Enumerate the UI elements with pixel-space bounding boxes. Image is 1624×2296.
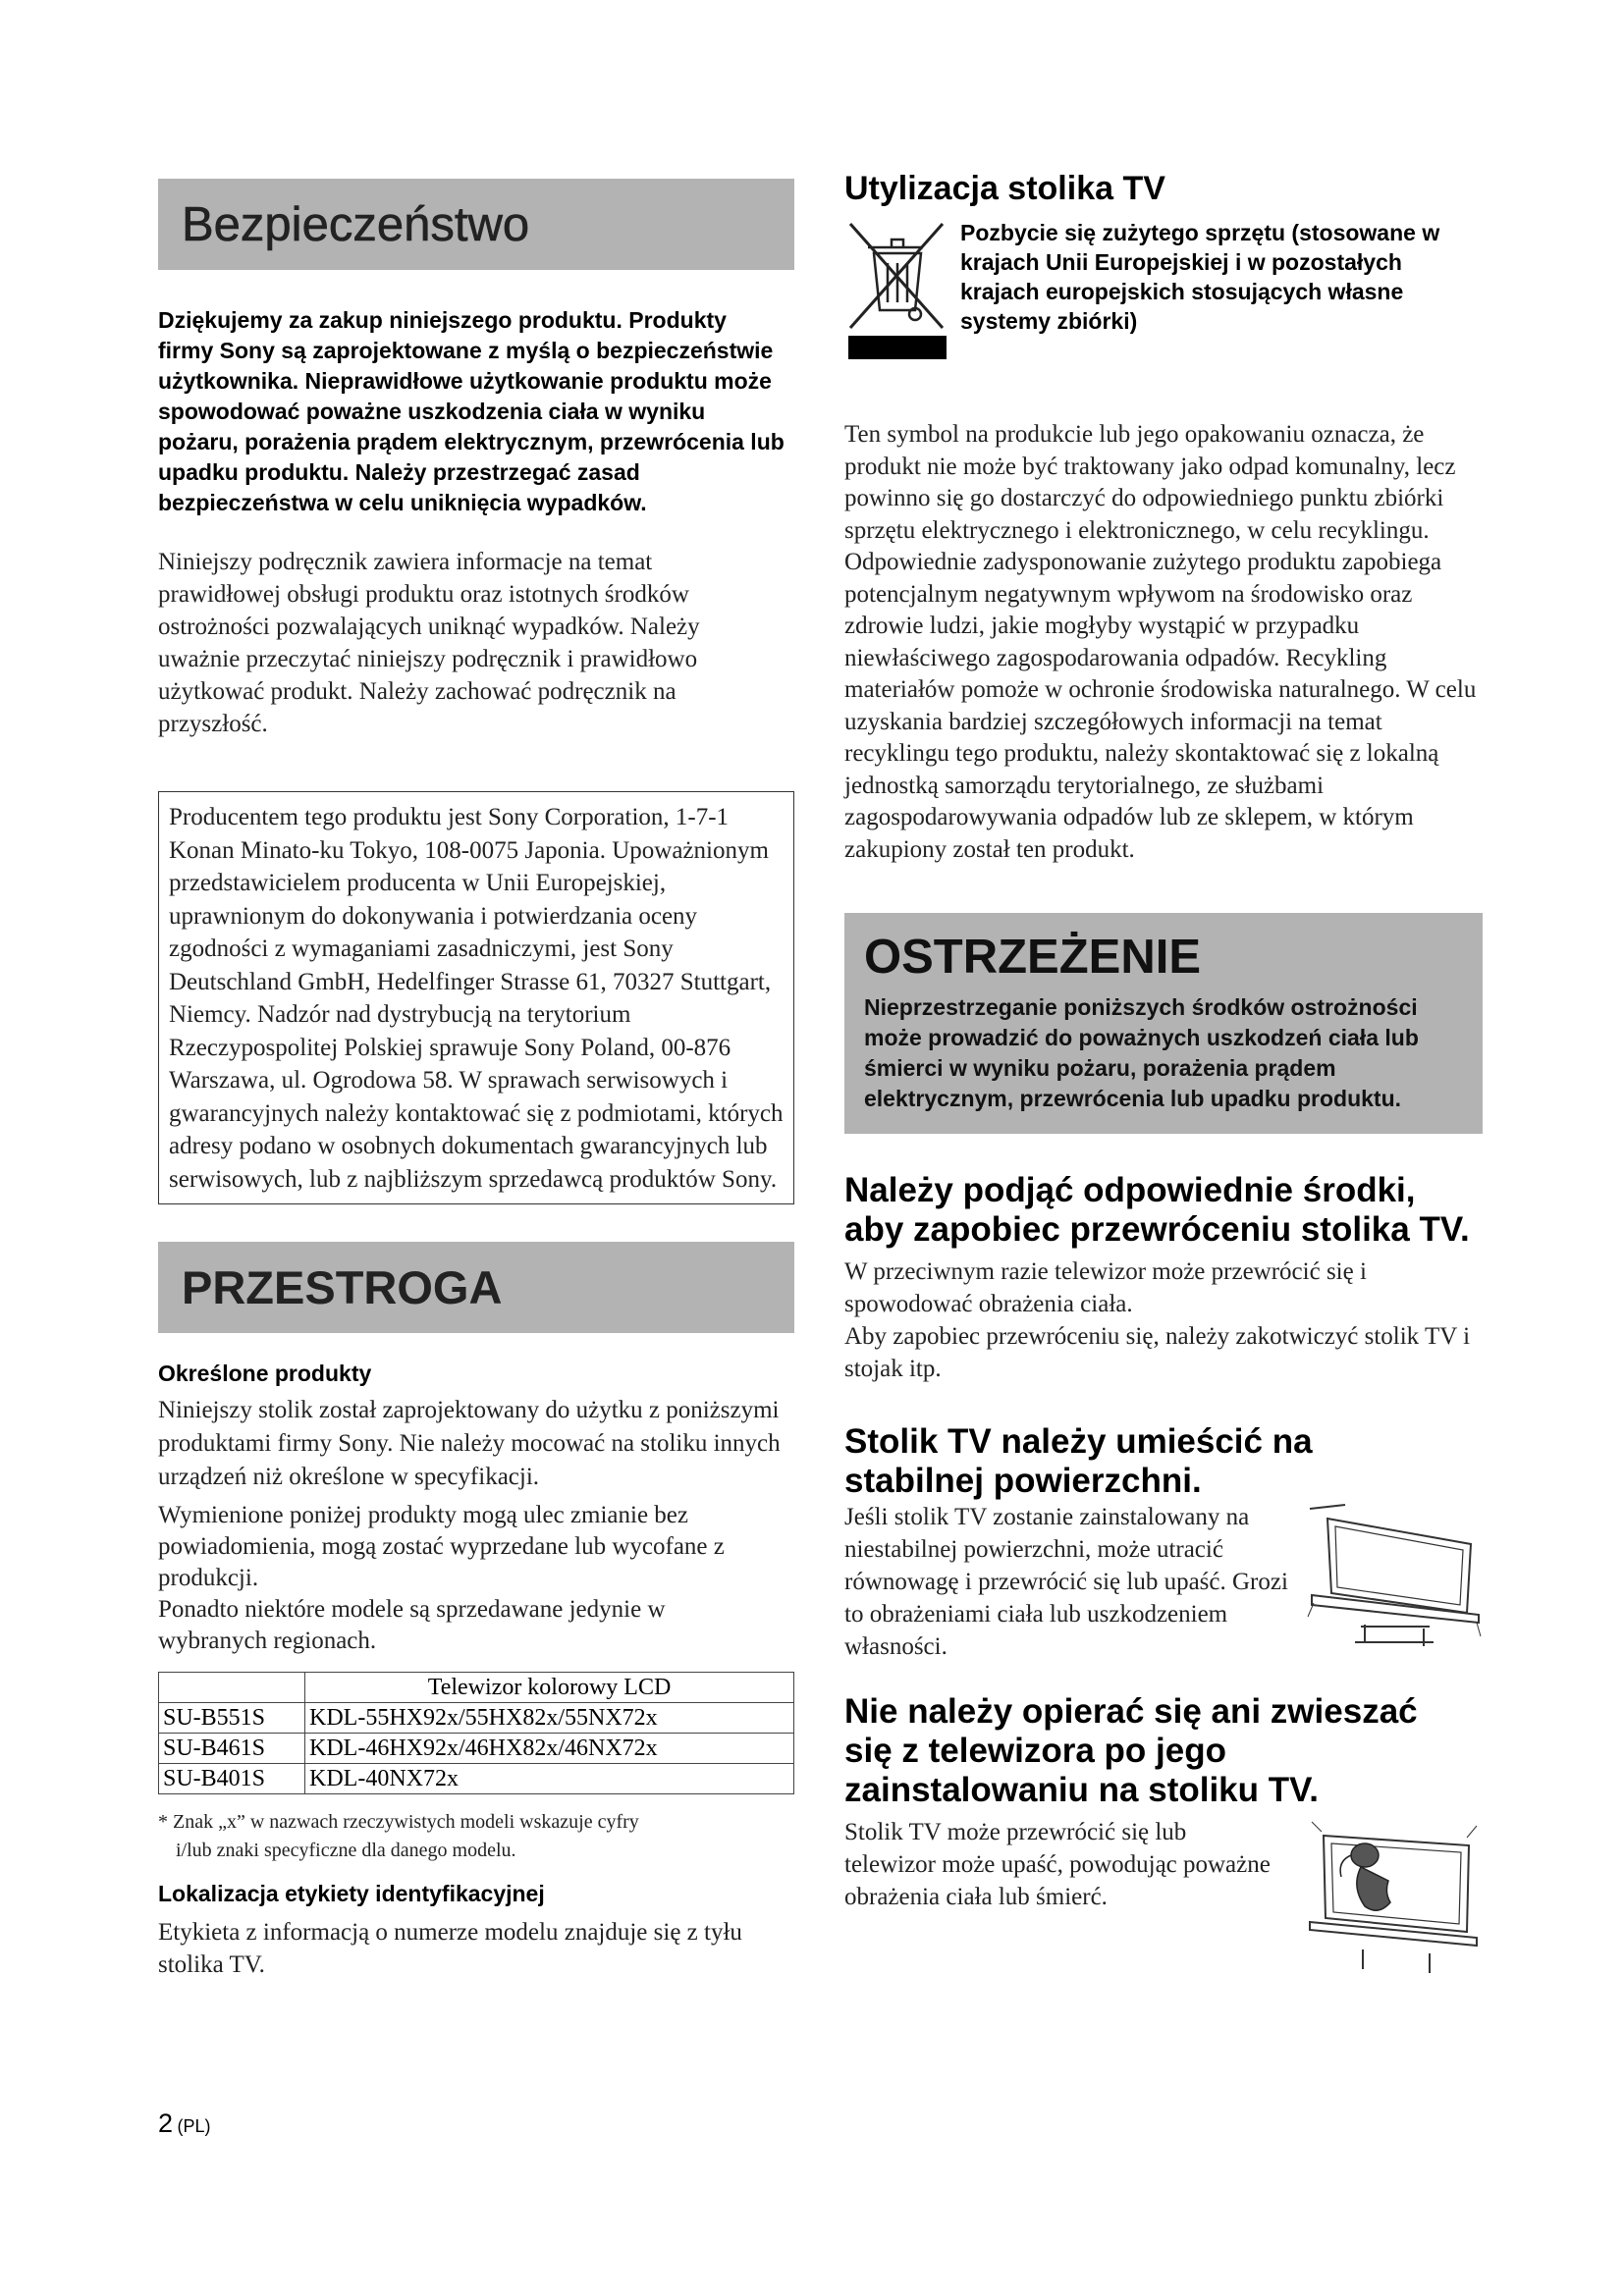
safety-banner bbox=[158, 179, 794, 270]
tip-heading: Należy podjąć odpowiednie środki, aby zapobiec przewróceniu stolika TV. bbox=[844, 1171, 1470, 1249]
disposal-bold: Pozbycie się zużytego sprzętu (stosowane w krajach Unii Europejskiej i w pozostałych krajach europejskich stosujących własne systemy zbiórki) bbox=[960, 220, 1440, 334]
unstable-tv-illustration bbox=[1306, 1501, 1483, 1653]
stable-section bbox=[844, 1501, 1483, 1673]
intro-paragraph: Niniejszy podręcznik zawiera informacje na temat prawidłowej obsługi produktu oraz istotnych środków ostrożności pozwalających uniknąć wypadków. Należy uważnie przeczytać niniejszy podręcznik i prawidłowo użytkować produkt. Należy zachować podręcznik na przyszłość. bbox=[158, 549, 700, 737]
label-heading: Lokalizacja etykiety identyfikacyjnej bbox=[158, 1881, 545, 1906]
products-paragraph-3: Ponadto niektóre modele są sprzedawane jedynie w wybranych regionach. bbox=[158, 1596, 666, 1654]
safety-title: Bezpieczeństwo bbox=[182, 197, 530, 251]
table-header-empty bbox=[159, 1673, 305, 1703]
manufacturer-text: Producentem tego produktu jest Sony Corporation, 1-7-1 Konan Minato-ku Tokyo, 108-0075 Japonia. Upoważnionym przedstawicielem producenta w Unii Europejskiej, uprawnionym do dokonywania i potwierdzania oceny zgodności z wymaganiami zasadniczymi, jest Sony Deutschland GmbH, Hedelfinger Strasse 61, 70327 Stuttgart, Niemcy. Nadzór nad dystrybucją na terytorium Rzeczypospolitej Polskiej sprawuje Sony Poland, 00-876 Warszawa, ul. Ogrodowa 58. W sprawach serwisowych i gwarancyjnych należy kontaktować się z podmiotami, których adresy podano w osobnych dokumentach gwarancyjnych lub serwisowych, lub z najbliższym sprzedawcą produktów Sony. bbox=[169, 804, 784, 1193]
warning-box bbox=[844, 913, 1483, 1134]
warning-text: Nieprzestrzeganie poniższych środków ostrożności może prowadzić do poważnych uszkodzeń ciała lub śmierci w wyniku pożaru, porażenia prądem elektrycznym, przewrócenia lub upadku produktu. bbox=[864, 994, 1419, 1111]
stable-paragraph: Jeśli stolik TV zostanie zainstalowany na niestabilnej powierzchni, może utracić równowagę i przewrócić się lub upaść. Grozi to obrażeniami ciała lub uszkodzeniem własności. bbox=[844, 1504, 1288, 1660]
table-header-cell: Telewizor kolorowy LCD bbox=[305, 1673, 794, 1703]
left-column bbox=[158, 179, 794, 1981]
warning-title: OSTRZEŻENIE bbox=[864, 931, 1202, 984]
crossed-bin-icon bbox=[846, 220, 948, 372]
lean-heading: Nie należy opierać się ani zwieszać się z telewizora po jego zainstalowaniu na stoliku TV. bbox=[844, 1692, 1418, 1809]
caution-title: PRZESTROGA bbox=[182, 1261, 503, 1313]
footnote-line-2: i/lub znaki specyficzne dla danego modelu. bbox=[176, 1840, 516, 1861]
table-tv-cell: KDL-46HX92x/46HX82x/46NX72x bbox=[305, 1734, 794, 1764]
lean-paragraph: Stolik TV może przewrócić się lub telewizor może upaść, powodując poważne obrażenia ciała lub śmierć. bbox=[844, 1819, 1271, 1910]
models-table bbox=[158, 1672, 794, 1794]
right-column bbox=[844, 169, 1483, 1993]
disposal-title: Utylizacja stolika TV bbox=[844, 170, 1165, 207]
table-row bbox=[159, 1764, 794, 1794]
lean-section bbox=[844, 1816, 1483, 1993]
manufacturer-box bbox=[158, 791, 794, 1204]
stable-heading: Stolik TV należy umieścić na stabilnej powierzchni. bbox=[844, 1422, 1313, 1500]
table-model-cell: SU-B551S bbox=[159, 1703, 305, 1734]
caution-banner bbox=[158, 1242, 794, 1333]
disposal-notice bbox=[844, 218, 1483, 375]
label-paragraph: Etykieta z informacją o numerze modelu znajduje się z tyłu stolika TV. bbox=[158, 1919, 742, 1978]
products-heading: Określone produkty bbox=[158, 1361, 372, 1386]
leaning-on-tv-illustration bbox=[1304, 1816, 1481, 1983]
disposal-paragraph: Ten symbol na produkcie lub jego opakowaniu oznacza, że produkt nie może być traktowany jako odpad komunalny, lecz powinno się go dostarczyć do odpowiedniego punktu zbiórki sprzętu elektrycznego i elektronicznego, w celu recyklingu. Odpowiednie zadysponowanie zużytego produktu zapobiega potencjalnym negatywnym wpływom na środowisko oraz zdrowie ludzi, jakie mogłyby wystąpić w przypadku niewłaściwego zagospodarowania odpadów. Recykling materiałów pomoże w ochronie środowiska naturalnego. W celu uzyskania bardziej szczegółowych informacji na temat recyklingu tego produktu, należy skontaktować się z lokalną jednostką samorządu terytorialnego, ze służbami zagospodarowywania odpadów lub ze sklepem, w którym zakupiony został ten produkt. bbox=[844, 421, 1477, 863]
products-paragraph-2: Wymienione poniżej produkty mogą ulec zmianie bez powiadomienia, mogą zostać wyprzedane lub wycofane z produkcji. bbox=[158, 1502, 725, 1591]
page-number: 2 bbox=[158, 2109, 174, 2138]
footnote-line-1: * Znak „x” w nazwach rzeczywistych modeli wskazuje cyfry bbox=[158, 1811, 639, 1833]
products-paragraph-1: Niniejszy stolik został zaprojektowany do użytku z poniższymi produktami firmy Sony. Nie należy mocować na stoliku innych urządzeń niż określone w specyfikacji. bbox=[158, 1397, 781, 1490]
table-header-row bbox=[159, 1673, 794, 1703]
table-model-cell: SU-B461S bbox=[159, 1734, 305, 1764]
table-model-cell: SU-B401S bbox=[159, 1764, 305, 1794]
page-footer bbox=[158, 2109, 211, 2139]
footnote bbox=[158, 1808, 794, 1865]
table-tv-cell: KDL-40NX72x bbox=[305, 1764, 794, 1794]
tip-paragraph-1: W przeciwnym razie telewizor może przewrócić się i spowodować obrażenia ciała. bbox=[844, 1258, 1367, 1317]
page-language: (PL) bbox=[177, 2116, 211, 2136]
tip-paragraph-2: Aby zapobiec przewróceniu się, należy zakotwiczyć stolik TV i stojak itp. bbox=[844, 1323, 1471, 1382]
table-row bbox=[159, 1703, 794, 1734]
table-row bbox=[159, 1734, 794, 1764]
table-tv-cell: KDL-55HX92x/55HX82x/55NX72x bbox=[305, 1703, 794, 1734]
intro-bold: Dziękujemy za zakup niniejszego produktu. Produkty firmy Sony są zaprojektowane z myślą o bezpieczeństwie użytkownika. Nieprawidłowe użytkowanie produktu może spowodować poważne uszkodzenia ciała w wyniku pożaru, porażenia prądem elektrycznym, przewrócenia lub upadku produktu. Należy przestrzegać zasad bezpieczeństwa w celu uniknięcia wypadków. bbox=[158, 307, 785, 515]
